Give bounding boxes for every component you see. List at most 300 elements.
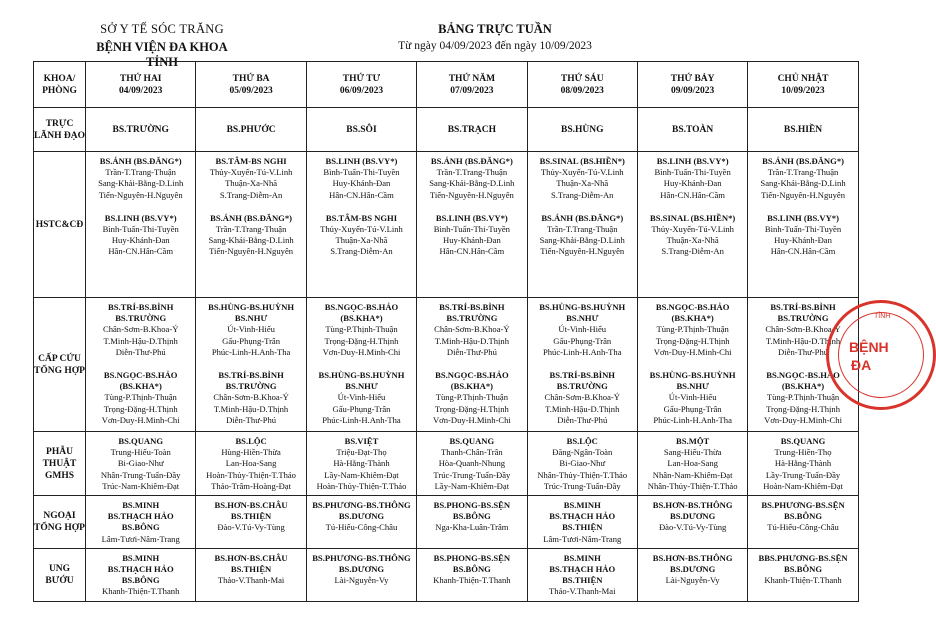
staff-on-duty: Vơn-Duy-H.Minh-Chi [653,346,732,357]
leader-on-duty-cell: BS.SÔI [306,108,416,152]
day-header-cell [527,62,637,108]
doctor-on-duty: BS.VIỆT [344,436,379,446]
department-label-cell [34,108,86,152]
staff-on-duty: Sang-Khải-Bằng-D.Linh [98,178,184,189]
doctor-on-duty: BS.HÙNG-BS.HUỲNH [208,302,295,312]
staff-on-duty: Hân-CN.Hân-Cầm [439,246,505,257]
doctor-on-duty: BS.MINH [122,500,160,511]
staff-on-duty: S.Trang-Diễm-An [661,246,724,257]
stamp-text-2: ĐA [851,357,872,373]
staff-on-duty: T.Minh-Hậu-D.Thịnh [103,335,178,346]
doctor-on-duty: BS.TRƯỜNG [115,313,167,324]
department-label-line: THUẬT [42,458,77,469]
staff-on-duty: Lâm-Tươi-Nâm-Trang [101,533,180,544]
staff-on-duty: Bình-Tuấn-Thi-Tuyền [102,224,179,235]
department-row [34,152,859,298]
duty-cell [86,548,196,601]
doctor-on-duty: BS.NGỌC-BS.HẢO [435,370,509,381]
day-date: 10/09/2023 [781,85,825,96]
staff-on-duty: Hà-Hằng-Thành [774,458,832,469]
staff-on-duty: Thảo-V.Thanh-Mai [217,575,285,586]
duty-cell [748,152,858,298]
staff-on-duty: Tùng-P.Thịnh-Thuận [766,392,840,403]
staff-on-duty: Huy-Khánh-Đan [774,235,832,246]
staff-on-duty: Thuận-Xa-Nhã [666,235,719,246]
staff-on-duty: Bi-Giao-Như [117,458,164,469]
doctor-on-duty: BS.HƠN-BS.THÔNG [652,500,733,511]
duty-cell [196,298,306,432]
staff-on-duty: Diễn-Thư-Phú [778,346,829,357]
staff-on-duty: Bình-Tuấn-Thi-Tuyền [323,167,400,178]
day-name: CHỦ NHẬT [777,73,829,84]
doctor-on-duty: BS.TRƯỜNG [777,313,829,324]
staff-on-duty: Thủy-Xuyến-Tú-V.Linh [209,167,293,178]
staff-on-duty: Trọng-Đặng-H.Thịnh [324,335,399,346]
doctor-on-duty: BS.ÁNH (BS.ĐĂNG*) [210,212,293,223]
doctor-on-duty: BS.NGỌC-BS.HẢO [103,370,178,381]
department-label-cell [34,496,86,549]
staff-on-duty: Đào-V.Tú-Vy-Tùng [217,522,285,533]
leader-on-duty-cell: BS.TOÀN [637,108,747,152]
doctor-on-duty: BS.THIỆN [562,522,603,533]
doctor-on-duty: (BS.KHA*) [119,381,162,392]
day-name: THỨ BẢY [670,73,715,84]
staff-on-duty: Tú-Hiếu-Công-Châu [767,522,839,533]
staff-on-duty: Trọng-Đặng-H.Thịnh [434,403,509,414]
staff-on-duty: Diễn-Thư-Phú [226,414,277,425]
doctor-on-duty: BS.QUANG [118,436,164,446]
duty-cell [417,152,527,298]
day-name: THỨ SÁU [560,73,604,84]
duty-shift-block [307,298,416,361]
staff-on-duty: Trúc-Trung-Tuấn-Đầy [543,480,621,491]
doctor-on-duty: BS.BÔNG [121,522,160,533]
day-name: THỨ HAI [119,73,162,84]
duty-cell [417,432,527,496]
duty-cell [306,432,416,496]
duty-cell [527,548,637,601]
day-date: 09/09/2023 [671,85,715,96]
staff-on-duty: Thanh-Chân-Trân [440,447,503,458]
staff-on-duty: Chân-Sơm-B.Khoa-Ý [765,324,841,335]
department-label-line: TRỰC [45,118,74,129]
staff-on-duty: Lầy-Nam-Khiêm-Đạt [434,480,510,491]
staff-on-duty: Khanh-Thiện-T.Thanh [764,575,842,586]
duty-shift-block [528,152,637,204]
doctor-on-duty: BS.MINH [563,500,601,511]
staff-on-duty: Vơn-Duy-H.Minh-Chi [764,414,842,425]
staff-on-duty: Lầy-Trung-Tuấn-Đầy [765,469,841,480]
staff-on-duty: Chân-Sơm-B.Khoa-Ý [544,392,620,403]
day-date: 07/09/2023 [450,85,494,96]
staff-on-duty: Thủy-Xuyến-Tú-V.Linh [651,224,734,235]
day-header-cell [417,62,527,108]
staff-on-duty: Bình-Tuấn-Thi-Tuyền [654,167,731,178]
doctor-on-duty: BS.LỘC [235,436,267,446]
duty-cell [527,152,637,298]
duty-cell [306,298,416,432]
doctor-on-duty: BS.LINH (BS.VY*) [767,212,839,223]
department-label-line: TỔNG HỢP [34,365,85,376]
doctor-on-duty: BS.LỘC [566,436,598,446]
duty-shift-block [748,152,857,204]
day-date: 06/09/2023 [339,85,384,96]
doctor-on-duty: BS.PHONG-BS.SỆN [433,552,511,563]
document-title: BẢNG TRỰC TUẦN [438,22,552,36]
duty-shift-block [86,204,195,261]
staff-on-duty: T.Minh-Hậu-D.Thịnh [765,335,841,346]
staff-on-duty: Trung-Hiếu-Toàn [110,447,171,458]
doctor-on-duty: BS.TRÍ-BS.BÌNH [107,302,174,312]
staff-on-duty: Tú-Hiếu-Công-Châu [325,522,398,533]
staff-on-duty: Hoàn-Thủy-Thiện-T.Thảo [316,480,407,491]
duty-cell [637,152,747,298]
doctor-on-duty: BS.NGỌC-BS.HẢO [324,302,399,312]
staff-on-duty: Trần-T.Trang-Thuận [767,167,839,178]
staff-on-duty: Sang-Khải-Bằng-D.Linh [760,178,846,189]
duty-shift-block [196,204,305,261]
doctor-on-duty: BS.SINAL (BS.HIỀN*) [650,212,736,223]
staff-on-duty: Lài-Nguyễn-Vy [334,575,389,586]
department-row [34,548,859,601]
doctor-on-duty: BS.LINH (BS.VY*) [435,212,508,223]
duty-cell [748,432,858,496]
doctor-on-duty: BS.TRÍ-BS.BÌNH [218,370,284,381]
staff-on-duty: Diễn-Thư-Phú [557,414,608,425]
duty-shift-block [638,361,747,429]
staff-on-duty: Trúc-Nam-Khiêm-Đạt [102,480,180,491]
doctor-on-duty: BS.THẠCH HẢO [107,511,174,522]
doctor-on-duty: (BS.KHA*) [450,381,493,392]
staff-on-duty: Hân-CN.Hân-Cầm [108,246,174,257]
staff-on-duty: Thủy-Xuyến-Tú-V.Linh [320,224,403,235]
staff-on-duty: Lan-Hoa-Sang [225,458,277,469]
duty-cell [196,432,306,496]
department-label-line: NGOẠI [43,510,76,521]
staff-on-duty: Diễn-Thư-Phú [446,346,497,357]
staff-on-duty: Út-Vinh-Hiếu [337,392,386,403]
doctor-on-duty: BS.BÔNG [452,564,491,575]
staff-on-duty: Út-Vinh-Hiếu [668,392,717,403]
duty-cell [306,152,416,298]
day-header-cell [748,62,858,108]
doctor-on-duty: BS.BÔNG [784,511,823,522]
duty-cell [527,496,637,549]
staff-on-duty: Lài-Nguyễn-Vy [665,575,720,586]
staff-on-duty: Lầy-Nam-Khiêm-Đạt [324,469,399,480]
doctor-on-duty: BS.MINH [122,552,160,563]
staff-on-duty: Nhân-Trung-Tuấn-Đầy [100,469,181,480]
day-header-cell [86,62,196,108]
staff-on-duty: Nhân-Thủy-Thiện-T.Thảo [647,480,738,491]
staff-on-duty: Tiến-Nguyên-H.Nguyên [540,246,625,257]
staff-on-duty: Sang-Hiếu-Thừa [663,447,722,458]
doctor-on-duty: BS.ÁNH (BS.ĐĂNG*) [762,156,844,166]
staff-on-duty: Triệu-Đạt-Thọ [336,447,387,458]
duty-cell [637,548,747,601]
department-label-cell [34,152,86,298]
staff-on-duty: Gấu-Phụng-Trân [663,403,722,414]
staff-on-duty: Thuận-Xa-Nhã [335,235,388,246]
staff-on-duty: Trần-T.Trang-Thuận [215,224,287,235]
staff-on-duty: Diễn-Thư-Phú [115,346,166,357]
staff-on-duty: T.Minh-Hậu-D.Thịnh [434,335,510,346]
staff-on-duty: S.Trang-Diễm-An [330,246,393,257]
duty-shift-block [528,298,637,361]
staff-on-duty: S.Trang-Diễm-An [551,189,614,200]
staff-on-duty: Lan-Hoa-Sang [667,458,718,469]
staff-on-duty: Bình-Tuấn-Thi-Tuyền [764,224,842,235]
doctor-on-duty: BS.TRƯỜNG [556,381,608,392]
doctor-on-duty: BS.NGỌC-BS.HẢO [766,370,840,381]
day-name: THỨ NĂM [448,73,496,84]
doctor-on-duty: BS.DƯƠNG [670,511,716,522]
doctor-on-duty: BS.TÂM-BS NGHI [215,156,287,166]
staff-on-duty: Hòa-Quanh-Nhung [438,458,506,469]
staff-on-duty: Đăng-Ngân-Toàn [552,447,613,458]
doctor-on-duty: BS.THẠCH HẢO [549,564,616,575]
staff-on-duty: Thủy-Xuyến-Tú-V.Linh [540,167,624,178]
duty-cell [196,496,306,549]
day-name: THỨ TƯ [342,73,381,84]
day-name: THỨ BA [232,73,270,84]
stamp-inner-ring [838,312,924,398]
staff-on-duty: Thuận-Xa-Nhã [225,178,278,189]
doctor-on-duty: BS.NHƯ [566,313,599,324]
staff-on-duty: Bi-Giao-Như [559,458,606,469]
staff-on-duty: Trọng-Đặng-H.Thịnh [766,403,840,414]
doctor-on-duty: BS.PHƯƠNG-BS.THÔNG [312,552,411,563]
doctor-on-duty: BS.ÁNH (BS.ĐĂNG*) [430,156,513,166]
staff-on-duty: Huy-Khánh-Đan [663,178,722,189]
duty-shift-block [638,152,747,204]
staff-on-duty: Gấu-Phụng-Trân [332,403,391,414]
staff-on-duty: Nhân-Nam-Khiêm-Đạt [652,469,733,480]
staff-on-duty: Chân-Sơm-B.Khoa-Ý [434,324,510,335]
staff-on-duty: Thảo-V.Thanh-Mai [549,586,616,597]
staff-on-duty: Tùng-P.Thịnh-Thuận [325,324,398,335]
day-date: 08/09/2023 [560,85,604,96]
department-label-line: UNG BƯỚU [45,563,74,586]
doctor-on-duty: BS.LINH (BS.VY*) [325,156,398,166]
duty-shift-block [307,152,416,204]
staff-on-duty: Thuận-Xa-Nhã [556,178,609,189]
staff-on-duty: Tùng-P.Thịnh-Thuận [104,392,177,403]
doctor-on-duty: BS.DƯƠNG [338,511,385,522]
duty-shift-block [638,298,747,361]
doctor-on-duty: BS.QUANG [449,436,495,446]
doctor-on-duty: BS.THIỆN [230,511,272,522]
department-row [34,496,859,549]
department-label-line: PHẪU [46,446,73,457]
staff-on-duty: Trung-Hiền-Thọ [774,447,832,458]
staff-on-duty: Hùng-Hiền-Thừa [221,447,281,458]
doctor-on-duty: BBS.PHƯƠNG-BS.SỆN [758,552,848,563]
staff-on-duty: Út-Vinh-Hiếu [558,324,607,335]
duty-shift-block [196,298,305,361]
doctor-on-duty: BS.MỘT [676,436,710,446]
doctor-on-duty: (BS.KHA*) [340,313,383,324]
staff-on-duty: Phúc-Linh-H.Anh-Tha [322,414,401,425]
doctor-on-duty: BS.MINH [563,552,601,563]
doctor-on-duty: (BS.KHA*) [671,313,714,324]
doctor-on-duty: BS.HÙNG-BS.HUỲNH [539,302,626,312]
leader-on-duty-cell: BS.TRẠCH [417,108,527,152]
doctor-on-duty: BS.TRÍ-BS.BÌNH [439,302,505,312]
doctor-on-duty: BS.THIỆN [230,564,272,575]
department-row [34,108,859,152]
doctor-on-duty: BS.LINH (BS.VY*) [656,156,729,166]
corner-label-line: PHÒNG [42,85,77,96]
staff-on-duty: Vơn-Duy-H.Minh-Chi [101,414,180,425]
staff-on-duty: Huy-Khánh-Đan [332,178,391,189]
doctor-on-duty: BS.TRÍ-BS.BÌNH [770,302,836,312]
staff-on-duty: Tiến-Nguyên-H.Nguyên [761,189,846,200]
duty-cell [86,496,196,549]
doctor-on-duty: BS.HÙNG-BS.HUỲNH [649,370,736,381]
duty-shift-block [196,361,305,429]
staff-on-duty: Sang-Khải-Bằng-D.Linh [208,235,294,246]
doctor-on-duty: BS.QUANG [780,436,826,446]
doctor-on-duty: BS.TÂM-BS NGHI [325,212,398,223]
day-date: 05/09/2023 [229,85,273,96]
department-label-cell [34,298,86,432]
staff-on-duty: Phúc-Linh-H.Anh-Tha [211,346,291,357]
duty-cell [306,496,416,549]
department-label-line: TỔNG HỢP [34,522,85,533]
staff-on-duty: Vơn-Duy-H.Minh-Chi [432,414,511,425]
doctor-on-duty: BS.HƠN-BS.CHÂU [214,552,288,563]
doctor-on-duty: BS.PHƯƠNG-BS.THÔNG [312,500,411,511]
staff-on-duty: Gấu-Phụng-Trân [222,335,281,346]
staff-on-duty: Bình-Tuấn-Thi-Tuyền [433,224,510,235]
doctor-on-duty: BS.ÁNH (BS.ĐĂNG*) [99,156,182,166]
department-label-line: GMHS [44,470,75,481]
duty-shift-block [86,152,195,204]
doctor-on-duty: BS.HÙNG-BS.HUỲNH [318,370,405,381]
staff-on-duty: Trần-T.Trang-Thuận [546,224,618,235]
duty-cell [637,496,747,549]
staff-on-duty: Gấu-Phụng-Trân [553,335,612,346]
staff-on-duty: Tiến-Nguyên-H.Nguyên [429,189,514,200]
doctor-on-duty: BS.PHƯƠNG-BS.SỆN [761,500,845,511]
doctor-on-duty: BS.TRÍ-BS.BÌNH [549,370,615,381]
staff-on-duty: Khanh-Thiện-T.Thanh [433,575,511,586]
duty-cell [748,548,858,601]
department-row [34,298,859,432]
staff-on-duty: Tiến-Nguyên-H.Nguyên [98,189,183,200]
duty-shift-block [748,204,857,261]
leader-on-duty-cell: BS.HÙNG [527,108,637,152]
staff-on-duty: Vơn-Duy-H.Minh-Chi [322,346,401,357]
duty-shift-block [307,204,416,261]
staff-on-duty: T.Minh-Hậu-D.Thịnh [213,403,289,414]
duty-cell [527,432,637,496]
duty-shift-block [417,361,526,429]
staff-on-duty: Nga-Kha-Luân-Trâm [435,522,509,533]
staff-on-duty: Chân-Sơm-B.Khoa-Ý [102,324,179,335]
department-row [34,432,859,496]
department-label-cell [34,548,86,601]
stamp-top-text: TỈNH [874,313,891,320]
org-department: SỞ Y TẾ SÓC TRĂNG [100,22,224,36]
day-date: 04/09/2023 [119,85,163,96]
staff-on-duty: T.Minh-Hậu-D.Thịnh [545,403,620,414]
duty-cell [196,152,306,298]
duty-shift-block [528,361,637,429]
doctor-on-duty: BS.THIỆN [562,575,603,586]
staff-on-duty: Trúc-Trung-Tuấn-Đầy [433,469,511,480]
doctor-on-duty: BS.DƯƠNG [670,564,716,575]
doctor-on-duty: BS.BÔNG [452,511,491,522]
doctor-on-duty: BS.PHONG-BS.SỆN [433,500,511,511]
duty-cell [86,298,196,432]
doctor-on-duty: BS.HƠN-BS.CHÂU [214,500,288,511]
staff-on-duty: Tùng-P.Thịnh-Thuận [656,324,729,335]
corner-label-line: KHOA/ [43,73,76,84]
duty-cell [637,298,747,432]
leader-on-duty-cell: BS.HIỀN [748,108,858,152]
duty-cell [748,496,858,549]
duty-cell [417,298,527,432]
doctor-on-duty: BS.LINH (BS.VY*) [104,212,177,223]
doctor-on-duty: BS.BÔNG [121,575,160,586]
corner-header-cell [34,62,86,108]
staff-on-duty: Trần-T.Trang-Thuận [105,167,176,178]
staff-on-duty: Sang-Khải-Bằng-D.Linh [539,235,625,246]
staff-on-duty: Hân-CN.Hân-Cầm [770,246,836,257]
staff-on-duty: Út-Vinh-Hiếu [227,324,275,335]
duty-shift-block [638,204,747,261]
duty-shift-block [417,298,526,361]
duty-cell [417,548,527,601]
duty-cell [637,432,747,496]
staff-on-duty: Huy-Khánh-Đan [442,235,501,246]
doctor-on-duty: BS.NHƯ [676,381,709,392]
staff-on-duty: S.Trang-Diễm-An [219,189,283,200]
doctor-on-duty: BS.TRƯỜNG [225,381,277,392]
doctor-on-duty: BS.DƯƠNG [338,564,385,575]
doctor-on-duty: BS.NGỌC-BS.HẢO [655,302,730,312]
leader-on-duty-cell: BS.PHƯỚC [196,108,306,152]
doctor-on-duty: BS.NHƯ [345,381,378,392]
duty-roster-table [33,61,859,602]
staff-on-duty: Thảo-Trâm-Hoàng-Đạt [211,480,292,491]
staff-on-duty: Lâm-Tươi-Nâm-Trang [543,533,622,544]
duty-shift-block [528,204,637,261]
document-title-block [370,22,620,52]
duty-cell [86,152,196,298]
doctor-on-duty: BS.ÁNH (BS.ĐĂNG*) [541,212,624,223]
staff-on-duty: Hà-Hằng-Thành [333,458,390,469]
staff-on-duty: Sang-Khải-Bằng-D.Linh [429,178,515,189]
department-label-line: HSTC&CĐ [35,219,84,230]
staff-on-duty: Hoàn-Nam-Khiêm-Đạt [763,480,843,491]
staff-on-duty: Hoàn-Thủy-Thiện-T.Thảo [206,469,296,480]
staff-on-duty: Trọng-Đặng-H.Thịnh [655,335,730,346]
org-hospital: BỆNH VIỆN ĐA KHOA TỈNH [96,40,228,69]
doctor-on-duty: BS.THẠCH HẢO [107,564,174,575]
doctor-on-duty: BS.BÔNG [784,564,823,575]
duty-shift-block [196,152,305,204]
staff-on-duty: Phúc-Linh-H.Anh-Tha [653,414,732,425]
duty-cell [527,298,637,432]
duty-shift-block [86,361,195,429]
duty-shift-block [307,361,416,429]
doctor-on-duty: BS.HƠN-BS.THÔNG [652,552,733,563]
staff-on-duty: Trọng-Đặng-H.Thịnh [103,403,178,414]
staff-on-duty: Khanh-Thiện-T.Thanh [101,586,180,597]
